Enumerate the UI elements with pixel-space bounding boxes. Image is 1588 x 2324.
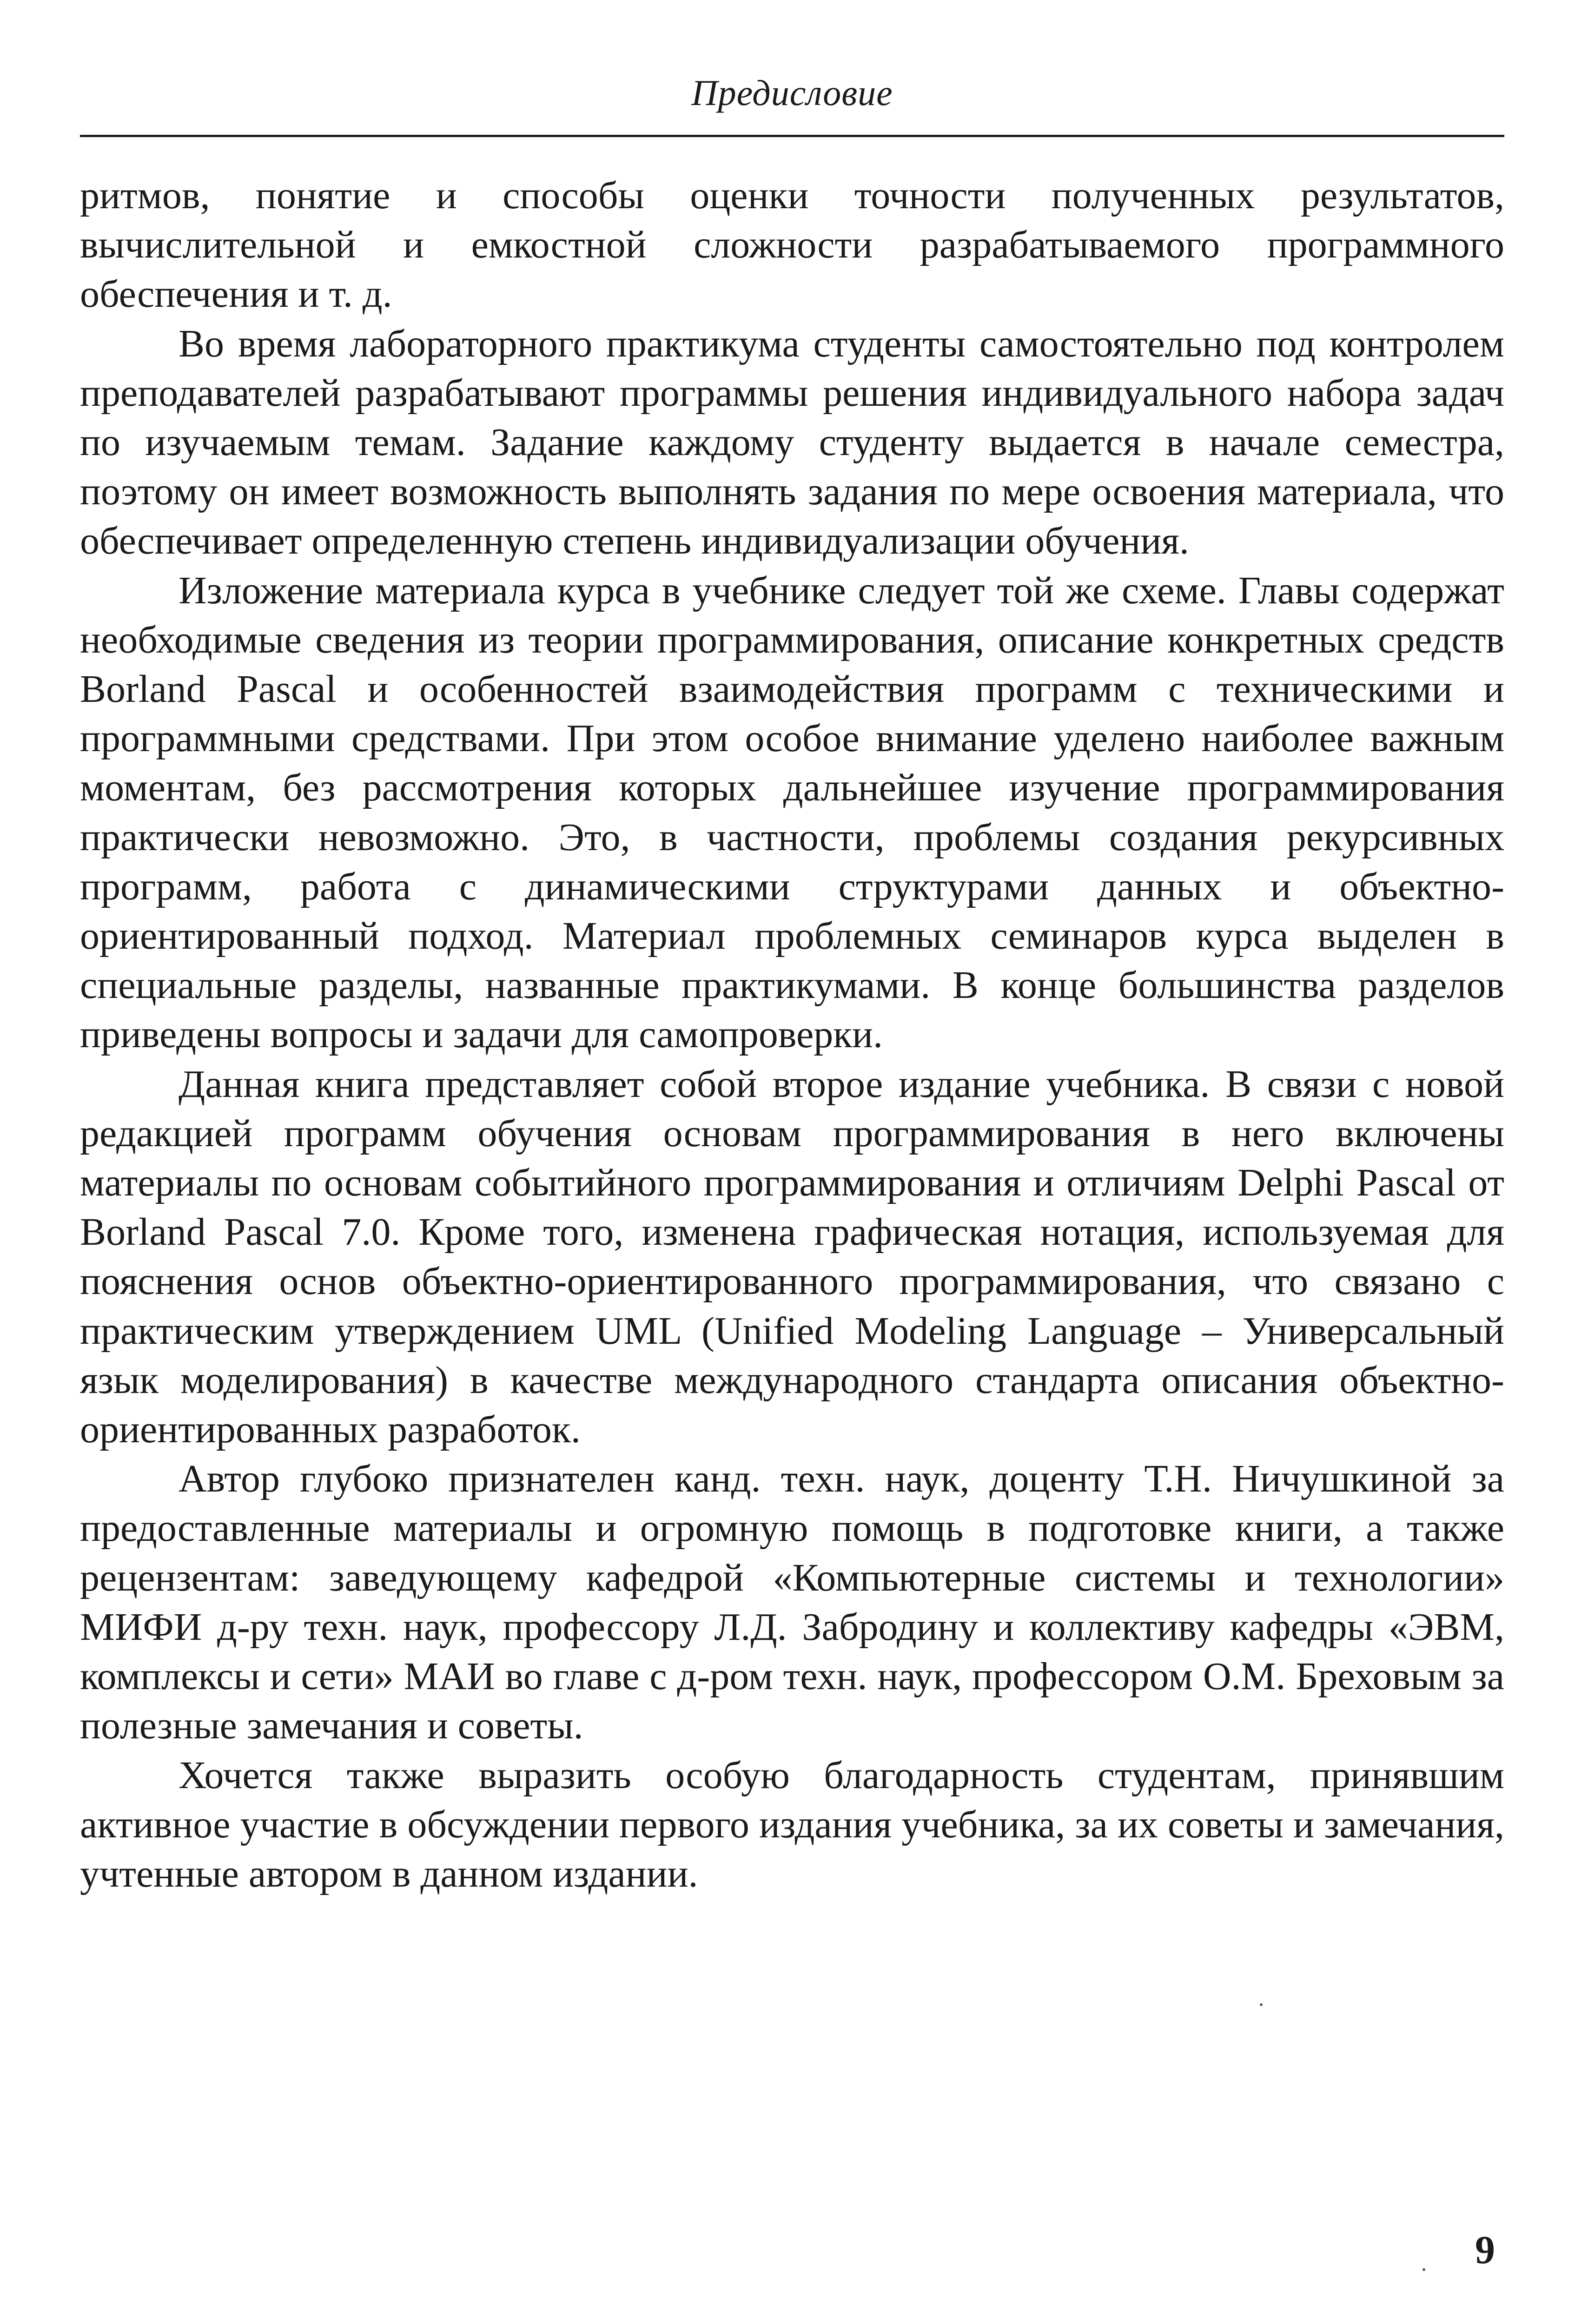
page-number: 9 xyxy=(1475,2227,1495,2272)
paragraph-lab-practicum: Во время лабораторного практикума студенты самостоятельно под контролем преподавателей разрабатывают программы решения индивидуального набора задач по изучаемым темам. Задание каждому студенту выдается в начале семестра, поэтому он имеет возможность выполнять задания по мере освоения материала, что обеспечивает определенную степень индивидуализации обучения. xyxy=(80,322,1504,563)
paragraph-course-structure: Изложение материала курса в учебнике следует той же схеме. Главы содержат необходимые сведения из теории программирования, описание конкретных средств Borland Pascal и особенностей взаимодействия программ с техническими и программными средствами. При этом особое внимание уделено наиболее важным моментам, без рассмотрения которых дальнейшее изучение программирования практически невозможно. Это, в частности, проблемы создания рекурсивных программ, работа с динамическими структурами данных и объектно-ориентированный подход. Материал проблемных семинаров курса выделен в специальные разделы, названные практикумами. В конце большинства разделов приведены вопросы и задачи для самопроверки. xyxy=(80,568,1504,1056)
body-text xyxy=(80,171,1504,1899)
paragraph-second-edition: Данная книга представляет собой второе издание учебника. В связи с новой редакцией программ обучения основам программирования в него включены материалы по основам событийного программирования и отличиям Delphi Pascal от Borland Pascal 7.0. Кроме того, изменена графическая нотация, используемая для пояснения основ объектно-ориентированного программирования, что связано с практическим утверждением UML (Unified Modeling Language – Универсальный язык моделирования) в качестве международного стандарта описания объектно-ориентированных разработок. xyxy=(80,1062,1504,1452)
scan-speck xyxy=(1260,2003,1263,2006)
paragraph-continued: ритмов, понятие и способы оценки точности полученных результатов, вычислительной и емкостной сложности разрабатываемого программного обеспечения и т. д. xyxy=(80,174,1504,316)
header-rule xyxy=(80,135,1504,137)
scan-speck xyxy=(1423,2268,1425,2271)
running-header: Предисловие xyxy=(691,73,893,113)
paragraph-acknowledgements: Автор глубоко признателен канд. техн. наук, доценту Т.Н. Ничушкиной за предоставленные материалы и огромную помощь в подготовке книги, а также рецензентам: заведующему кафедрой «Компьютерные системы и технологии» МИФИ д-ру техн. наук, профессору Л.Д. Забродину и коллективу кафедры «ЭВМ, комплексы и сети» МАИ во главе с д-ром техн. наук, профессором О.М. Бреховым за полезные замечания и советы. xyxy=(80,1457,1504,1748)
paragraph-thanks-students: Хочется также выразить особую благодарность студентам, принявшим активное участие в обсуждении первого издания учебника, за их советы и замечания, учтенные автором в данном издании. xyxy=(80,1753,1504,1895)
